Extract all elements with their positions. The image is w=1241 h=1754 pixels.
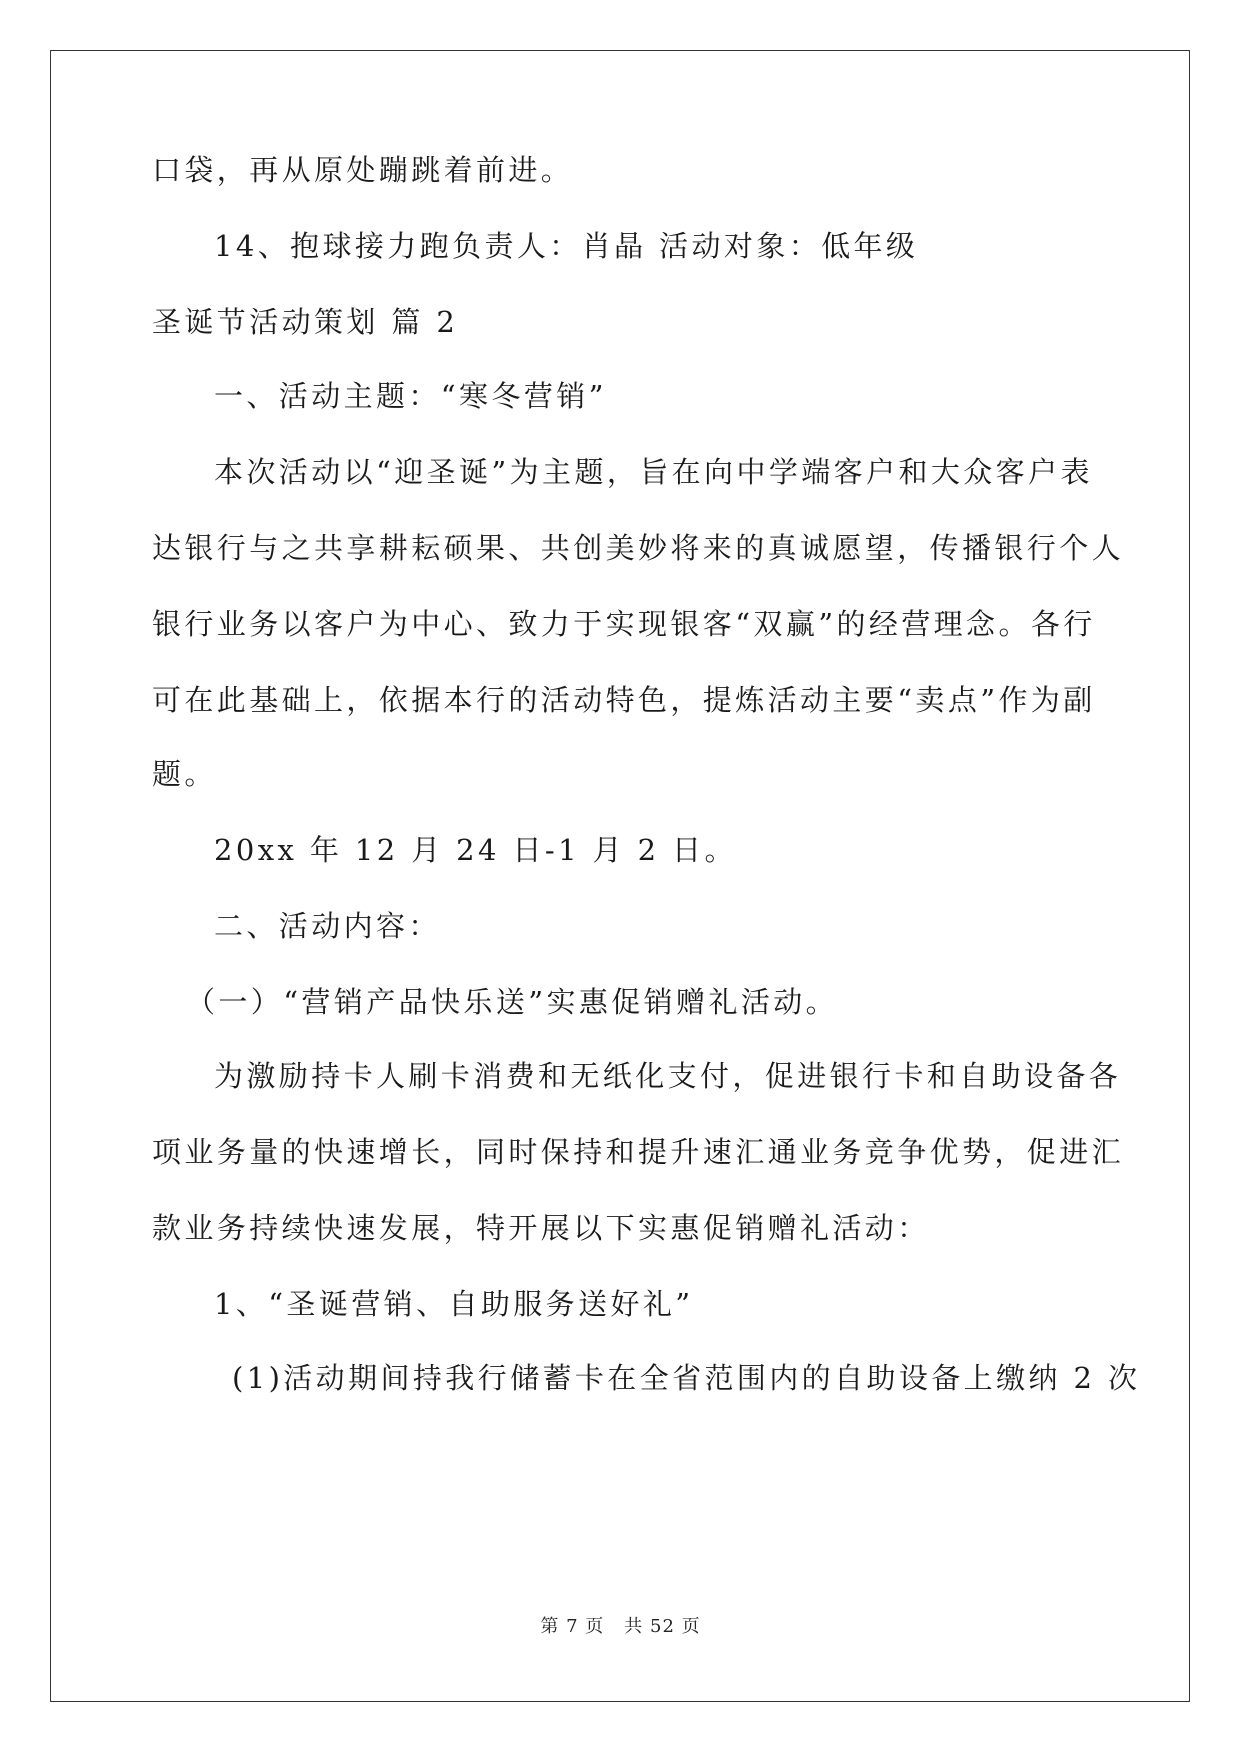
item-heading: 14、抱球接力跑负责人：肖晶 活动对象：低年级 xyxy=(214,229,919,263)
page-border xyxy=(50,50,1190,1702)
paragraph-line: 银行业务以客户为中心、致力于实现银客“双赢”的经营理念。各行 xyxy=(152,607,1096,641)
section-heading: 二、活动内容： xyxy=(214,909,441,943)
paragraph-line: 款业务持续快速发展，特开展以下实惠促销赠礼活动： xyxy=(152,1211,930,1245)
paragraph-line: 题。 xyxy=(152,757,217,791)
paragraph-line: 可在此基础上，依据本行的活动特色，提炼活动主要“卖点”作为副 xyxy=(152,683,1096,717)
section-title: 圣诞节活动策划 篇 2 xyxy=(152,305,459,339)
paragraph-line: 项业务量的快速增长，同时保持和提升速汇通业务竞争优势，促进汇 xyxy=(152,1135,1125,1169)
subsection-heading: （一）“营销产品快乐送”实惠促销赠礼活动。 xyxy=(186,985,839,1019)
page-footer xyxy=(0,1612,1241,1638)
section-heading: 一、活动主题：“寒冬营销” xyxy=(214,379,607,413)
page-total: 共 52 页 xyxy=(624,1616,701,1637)
paragraph-line: (1)活动期间持我行储蓄卡在全省范围内的自助设备上缴纳 2 次 xyxy=(232,1361,1141,1395)
paragraph-line: 为激励持卡人刷卡消费和无纸化支付，促进银行卡和自助设备各 xyxy=(214,1059,1122,1093)
paragraph-line: 达银行与之共享耕耘硕果、共创美妙将来的真诚愿望，传播银行个人 xyxy=(152,531,1125,565)
paragraph-line: 口袋，再从原处蹦跳着前进。 xyxy=(152,153,574,187)
paragraph-line: 本次活动以“迎圣诞”为主题，旨在向中学端客户和大众客户表 xyxy=(214,455,1093,489)
page-number: 第 7 页 xyxy=(540,1616,605,1637)
date-line: 20xx 年 12 月 24 日-1 月 2 日。 xyxy=(214,833,737,867)
item-heading: 1、“圣诞营销、自助服务送好礼” xyxy=(214,1287,694,1321)
